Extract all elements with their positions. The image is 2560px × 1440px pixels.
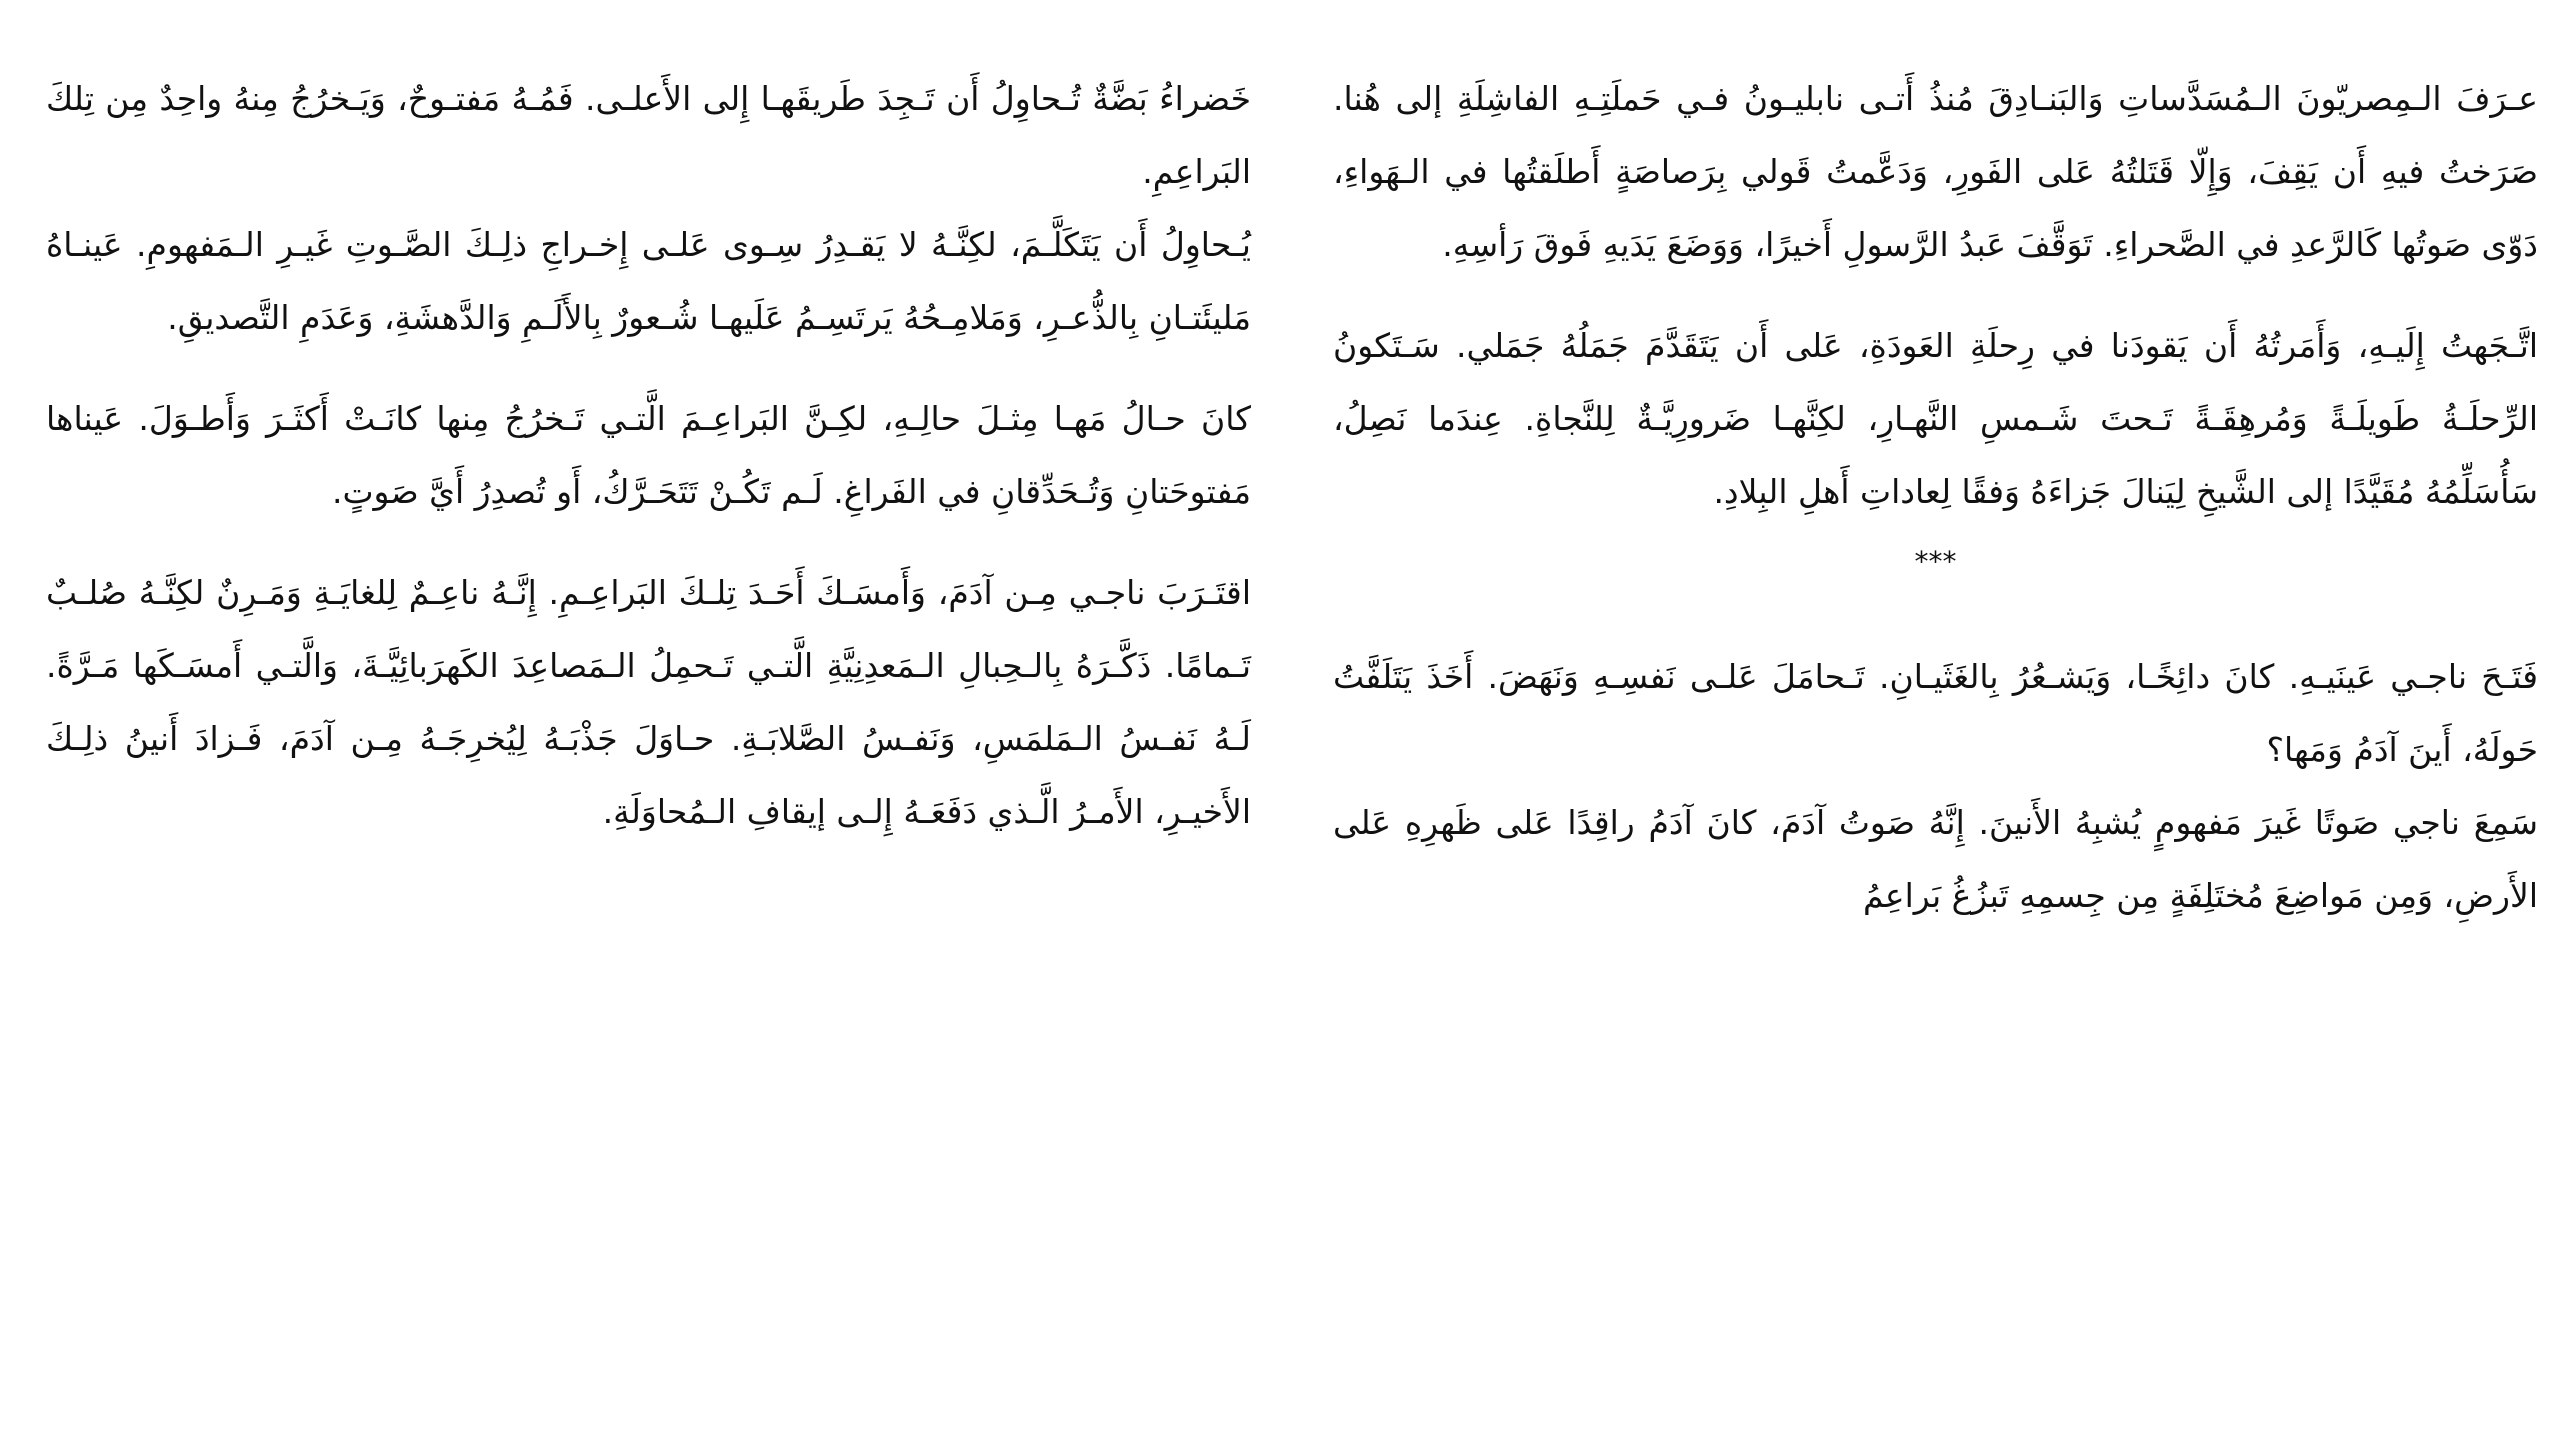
left-text-column <box>46 62 1251 848</box>
paragraph: فَتَـحَ ناجـي عَينَيـهِ. كانَ دائِخًـا، وَيَشـعُرُ بِالغَثَيـانِ. تَـحامَلَ عَلـى نَفسِـهِ وَنَهَضَ. أَخَذَ يَتَلَفَّتُ حَولَهُ، أَينَ آدَمُ وَمَها؟ <box>1333 657 2538 769</box>
paragraph: كانَ حـالُ مَهـا مِثـلَ حالِـهِ، لكِـنَّ البَراعِـمَ الَّتـي تَـخرُجُ مِنها كانَـتْ أَكثَـرَ وَأَطـوَلَ. عَيناها مَفتوحَتانِ وَتُـحَدِّقانِ في الفَراغِ. لَـم تَكُـنْ تَتَحَـرَّكُ، أَو تُصدِرُ أَيَّ صَوتٍ. <box>46 399 1251 511</box>
paragraph: يُـحاوِلُ أَن يَتَكَلَّـمَ، لكِنَّـهُ لا يَقـدِرُ سِـوى عَلـى إِخـراجِ ذلِـكَ الصَّـوتِ غَيـرِ الـمَفهومِ. عَينـاهُ مَليئَتـانِ بِالذُّعـرِ، وَمَلامِـحُهُ يَرتَسِـمُ عَلَيهـا شُـعورٌ بِالأَلَـمِ وَالدَّهشَةِ، وَعَدَمِ التَّصديقِ. <box>46 225 1251 337</box>
paragraph: اتَّـجَهتُ إِلَيـهِ، وَأَمَرتُهُ أَن يَقودَنا في رِحلَةِ العَودَةِ، عَلى أَن يَتَقَدَّمَ جَمَلُهُ جَمَلي. سَـتَكونُ الرِّحلَـةُ طَويلَـةً وَمُرهِقَـةً تَـحتَ شَـمسِ النَّهـارِ، لكِنَّهـا ضَرورِيَّـةٌ لِلنَّجاةِ. عِندَما نَصِلُ، سَأُسَلِّمُهُ مُقَيَّدًا إلى الشَّيخِ لِيَنالَ جَزاءَهُ وَفقًا لِعاداتِ أَهلِ البِلادِ. <box>1333 326 2538 511</box>
paragraph: خَضراءُ بَضَّةٌ تُـحاوِلُ أَن تَـجِدَ طَريقَهـا إِلى الأَعلـى. فَمُـهُ مَفتـوحٌ، وَيَـخرُجُ مِنهُ واحِدٌ مِن تِلكَ البَراعِمِ. <box>46 79 1251 191</box>
right-text-column <box>1333 62 2538 932</box>
paragraph: سَمِعَ ناجي صَوتًا غَيرَ مَفهومٍ يُشبِهُ الأَنينَ. إِنَّهُ صَوتُ آدَمَ، كانَ آدَمُ راقِدًا عَلى ظَهرِهِ عَلى الأَرضِ، وَمِن مَواضِعَ مُختَلِفَةٍ مِن جِسمِهِ تَبزُغُ بَراعِمُ <box>1333 803 2538 915</box>
paragraph: اقتَـرَبَ ناجـي مِـن آدَمَ، وَأَمسَـكَ أَحَـدَ تِلـكَ البَراعِـمِ. إِنَّـهُ ناعِـمٌ لِلغايَـةِ وَمَـرِنٌ لكِنَّـهُ صُلـبٌ تَـمامًا. ذَكَّـرَهُ بِالـحِبالِ الـمَعدِنِيَّةِ الَّتـي تَـحمِلُ الـمَصاعِدَ الكَهرَبائِيَّـةَ، وَالَّتـي أَمسَـكَها مَـرَّةً. لَـهُ نَفـسُ الـمَلمَسِ، وَنَفـسُ الصَّلابَـةِ. حـاوَلَ جَذْبَـهُ لِيُخرِجَـهُ مِـن آدَمَ، فَـزادَ أَنينُ ذلِـكَ الأَخيـرِ، الأَمـرُ الَّـذي دَفَعَـهُ إِلـى إيقافِ الـمُحاوَلَةِ. <box>46 573 1251 831</box>
section-separator: *** <box>1914 545 1957 578</box>
paragraph: عـرَفَ الـمِصريّونَ الـمُسَدَّساتِ وَالبَنـادِقَ مُنذُ أَتـى نابليـونُ فـي حَملَتِـهِ الفاشِلَةِ إلى هُنا. صَرَختُ فيهِ أَن يَقِفَ، وَإِلّا قَتَلتُهُ عَلى الفَورِ، وَدَعَّمتُ قَولي بِرَصاصَةٍ أَطلَقتُها في الـهَواءِ، دَوّى صَوتُها كَالرَّعدِ في الصَّحراءِ. تَوَقَّفَ عَبدُ الرَّسولِ أَخيرًا، وَوَضَعَ يَدَيهِ فَوقَ رَأسِهِ. <box>1333 79 2538 264</box>
